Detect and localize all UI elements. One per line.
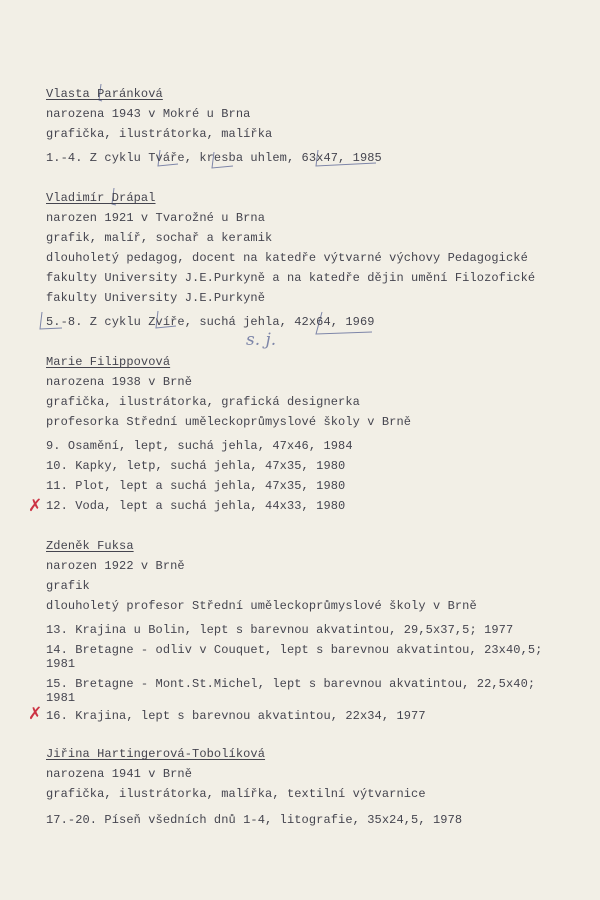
- artwork-entry: 5.-8. Z cyklu Zvíře, suchá jehla, 42x64, 1969: [46, 315, 375, 329]
- artist-name: Vlasta Paránková: [46, 87, 163, 101]
- artist-name: Marie Filippovová: [46, 355, 171, 369]
- artwork-entry: 9. Osamění, lept, suchá jehla, 47x46, 1984: [46, 439, 353, 453]
- artist-profession: grafička, ilustrátorka, grafická designerka: [46, 395, 360, 409]
- artist-birth: narozena 1941 v Brně: [46, 767, 193, 781]
- artist-name: Jiřina Hartingerová-Tobolíková: [46, 747, 266, 761]
- artwork-entry: 13. Krajina u Bolin, lept s barevnou akvatintou, 29,5x37,5; 1977: [46, 623, 514, 637]
- cross-mark-icon: ✗: [28, 496, 43, 516]
- artist-profession: grafička, ilustrátorka, malířka, textilní výtvarnice: [46, 787, 426, 801]
- artist-bio: fakulty University J.E.Purkyně: [46, 291, 266, 305]
- artwork-entry: 16. Krajina, lept s barevnou akvatintou, 22x34, 1977: [46, 709, 426, 723]
- artist-bio: dlouholetý pedagog, docent na katedře výtvarné výchovy Pedagogické: [46, 251, 528, 265]
- artwork-entry: 15. Bretagne - Mont.St.Michel, lept s barevnou akvatintou, 22,5x40;: [46, 677, 536, 691]
- artist-birth: narozena 1943 v Mokré u Brna: [46, 107, 251, 121]
- artist-bio: dlouholetý profesor Střední uměleckoprůmyslové školy v Brně: [46, 599, 477, 613]
- pencil-note: s. j.: [246, 330, 277, 350]
- artwork-entry: 10. Kapky, letp, suchá jehla, 47x35, 1980: [46, 459, 346, 473]
- artist-birth: narozena 1938 v Brně: [46, 375, 193, 389]
- artwork-entry: 14. Bretagne - odliv v Couquet, lept s barevnou akvatintou, 23x40,5;: [46, 643, 543, 657]
- artist-name: Vladimír Drápal: [46, 191, 156, 205]
- artwork-entry-continued: 1981: [46, 691, 76, 705]
- cross-mark-icon: ✗: [28, 704, 43, 724]
- artist-profession: grafička, ilustrátorka, malířka: [46, 127, 273, 141]
- artwork-entry-continued: 1981: [46, 657, 76, 671]
- artwork-entry: 17.-20. Píseň všedních dnů 1-4, litografie, 35x24,5, 1978: [46, 813, 463, 827]
- artist-profession: grafik: [46, 579, 90, 593]
- artwork-entry: 12. Voda, lept a suchá jehla, 44x33, 1980: [46, 499, 346, 513]
- artist-name: Zdeněk Fuksa: [46, 539, 134, 553]
- artist-profession: grafik, malíř, sochař a keramik: [46, 231, 273, 245]
- artwork-entry: 11. Plot, lept a suchá jehla, 47x35, 1980: [46, 479, 346, 493]
- artist-bio: fakulty University J.E.Purkyně a na katedře dějin umění Filozofické: [46, 271, 536, 285]
- artist-birth: narozen 1921 v Tvarožné u Brna: [46, 211, 266, 225]
- artist-birth: narozen 1922 v Brně: [46, 559, 185, 573]
- artist-bio: profesorka Střední uměleckoprůmyslové školy v Brně: [46, 415, 412, 429]
- artwork-entry: 1.-4. Z cyklu Tváře, kresba uhlem, 63x47, 1985: [46, 151, 382, 165]
